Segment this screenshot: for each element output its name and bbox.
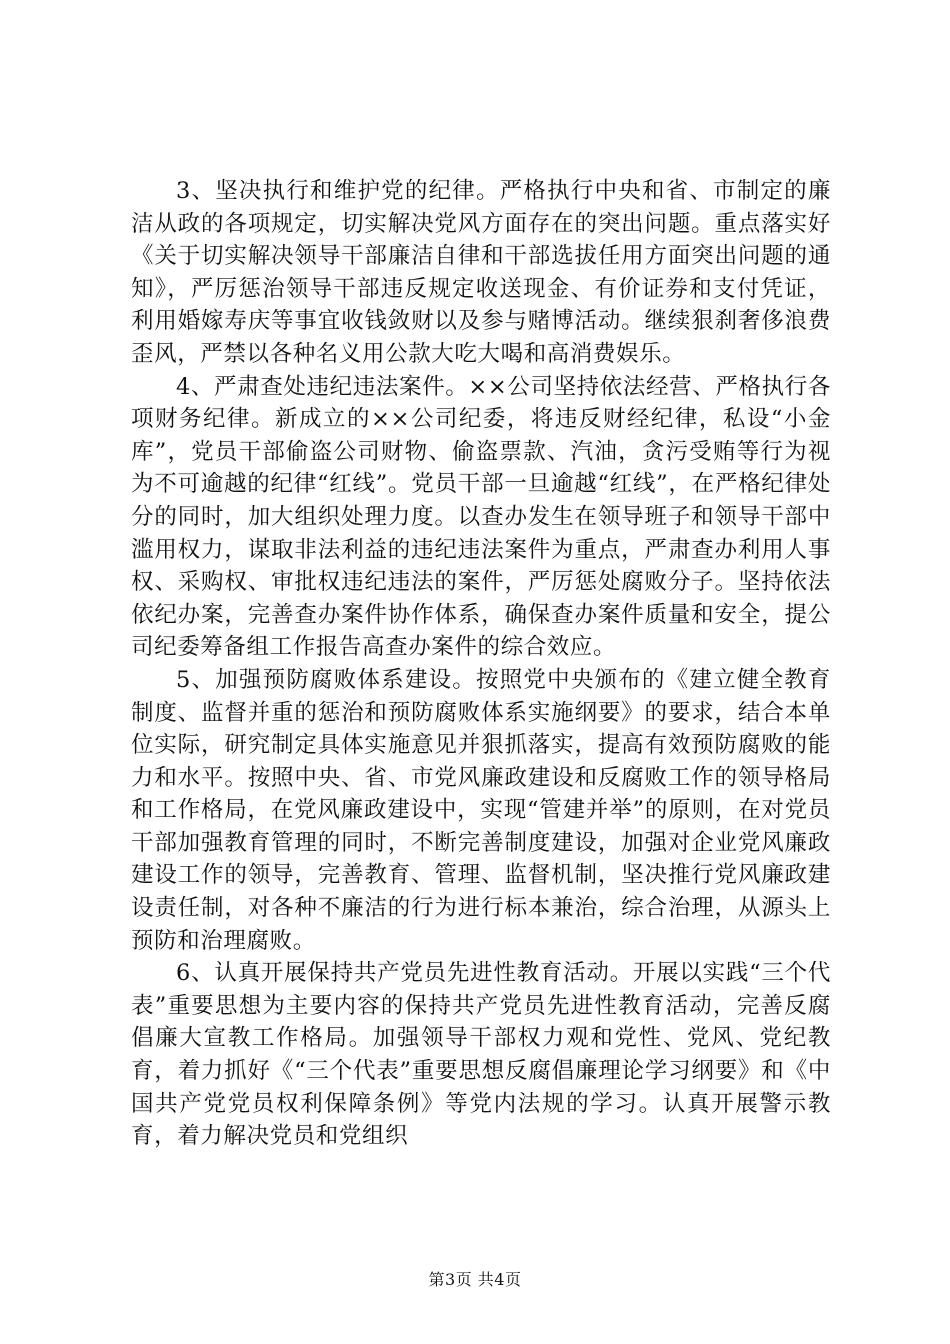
paragraph-item-4: 4、严肃查处违纪违法案件。××公司坚持依法经营、严格执行各项财务纪律。新成立的××公司纪委，将违反财经纪律，私设“小金库”，党员干部偷盗公司财物、偷盗票款、汽油，贪污受贿等行为视为不可逾越的纪律“红线”。党员干部一旦逾越“红线”，在严格纪律处分的同时，加大组织处理力度。以查办发生在领导班子和领导干部中滥用权力，谋取非法利益的违纪违法案件为重点，严肃查办利用人事权、采购权、审批权违纪违法的案件，严厉惩处腐败分子。坚持依法依纪办案，完善查办案件协作体系，确保查办案件质量和安全，提公司纪委筹备组工作报告高查办案件的综合效应。: [131, 373, 831, 661]
page-number-footer: 第3页 共4页: [428, 1270, 522, 1289]
document-body: [131, 175, 831, 1153]
paragraph-item-5: 5、加强预防腐败体系建设。按照党中央颁布的《建立健全教育制度、监督并重的惩治和预防腐败体系实施纲要》的要求，结合本单位实际，研究制定具体实施意见并狠抓落实，提高有效预防腐败的能力和水平。按照中央、省、市党风廉政建设和反腐败工作的领导格局和工作格局，在党风廉政建设中，实现“管建并举”的原则，在对党员干部加强教育管理的同时，不断完善制度建设，加强对企业党风廉政建设工作的领导，完善教育、管理、监督机制，坚决推行党风廉政建设责任制，对各种不廉洁的行为进行标本兼治，综合治理，从源头上预防和治理腐败。: [131, 666, 831, 954]
paragraph-item-3: 3、坚决执行和维护党的纪律。严格执行中央和省、市制定的廉洁从政的各项规定，切实解决党风方面存在的突出问题。重点落实好《关于切实解决领导干部廉洁自律和干部选拔任用方面突出问题的通知》，严厉惩治领导干部违反规定收送现金、有价证券和支付凭证，利用婚嫁寿庆等事宜收钱敛财以及参与赌博活动。继续狠刹奢侈浪费歪风，严禁以各种名义用公款大吃大喝和高消费娱乐。: [131, 178, 831, 367]
paragraph-item-6: 6、认真开展保持共产党员先进性教育活动。开展以实践“三个代表”重要思想为主要内容的保持共产党员先进性教育活动，完善反腐倡廉大宣教工作格局。加强领导干部权力观和党性、党风、党纪教育，着力抓好《“三个代表”重要思想反腐倡廉理论学习纲要》和《中国共产党党员权利保障条例》等党内法规的学习。认真开展警示教育，着力解决党员和党组织: [131, 960, 831, 1150]
